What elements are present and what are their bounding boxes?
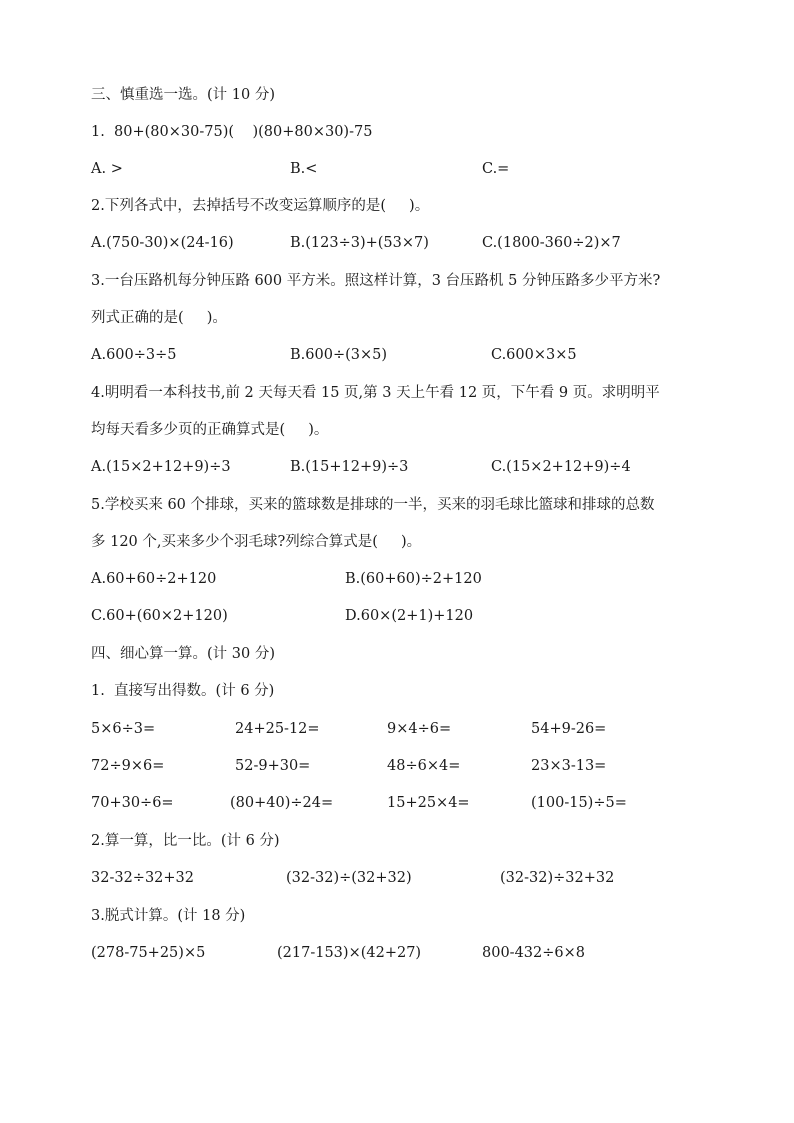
section-4-title: 四、细心算一算。(计 30 分): [91, 646, 275, 662]
q2-option-b: B.(123÷3)+(53×7): [290, 235, 429, 251]
compare-item: 32-32÷32+32: [91, 870, 195, 886]
q4-option-b: B.(15+12+9)÷3: [290, 459, 409, 475]
q1-option-a: A. >: [91, 161, 123, 177]
section-3-title: 三、慎重选一选。(计 10 分): [91, 87, 275, 103]
q5-option-a: A.60+60÷2+120: [91, 571, 217, 587]
q2-option-a: A.(750-30)×(24-16): [91, 235, 234, 251]
compare-item: (32-32)÷(32+32): [286, 870, 412, 886]
q5-option-b: B.(60+60)÷2+120: [345, 571, 482, 587]
q3-option-a: A.600÷3÷5: [91, 347, 177, 363]
question-4-line-2: 均每天看多少页的正确算式是( )。: [91, 422, 329, 438]
mental-math-item: 70+30÷6=: [91, 795, 174, 811]
mental-math-item: (80+40)÷24=: [230, 795, 334, 811]
q1-option-b: B.<: [290, 161, 318, 177]
step-calc-item: (217-153)×(42+27): [277, 945, 422, 961]
question-1: 1. 80+(80×30-75)( )(80+80×30)-75: [91, 124, 373, 140]
q4-option-a: A.(15×2+12+9)÷3: [91, 459, 231, 475]
mental-math-item: 24+25-12=: [235, 721, 320, 737]
mental-math-item: 5×6÷3=: [91, 721, 156, 737]
question-3-line-1: 3.一台压路机每分钟压路 600 平方米。照这样计算，3 台压路机 5 分钟压路多少平方米?: [91, 273, 661, 289]
q3-option-c: C.600×3×5: [491, 347, 577, 363]
step-calc-item: (278-75+25)×5: [91, 945, 206, 961]
q5-option-d: D.60×(2+1)+120: [345, 608, 474, 624]
part-3-title: 3.脱式计算。(计 18 分): [91, 908, 246, 924]
mental-math-item: 72÷9×6=: [91, 758, 165, 774]
q1-option-c: C.=: [482, 161, 510, 177]
part-2-title: 2.算一算，比一比。(计 6 分): [91, 833, 280, 849]
q3-option-b: B.600÷(3×5): [290, 347, 388, 363]
step-calc-item: 800-432÷6×8: [482, 945, 586, 961]
compare-item: (32-32)÷32+32: [500, 870, 615, 886]
question-3-line-2: 列式正确的是( )。: [91, 310, 227, 326]
q2-option-c: C.(1800-360÷2)×7: [482, 235, 621, 251]
q4-option-c: C.(15×2+12+9)÷4: [491, 459, 631, 475]
mental-math-item: 23×3-13=: [531, 758, 607, 774]
mental-math-item: 48÷6×4=: [387, 758, 461, 774]
mental-math-item: 9×4÷6=: [387, 721, 452, 737]
q5-option-c: C.60+(60×2+120): [91, 608, 228, 624]
mental-math-item: (100-15)÷5=: [531, 795, 627, 811]
mental-math-item: 54+9-26=: [531, 721, 607, 737]
mental-math-item: 52-9+30=: [235, 758, 311, 774]
question-5-line-2: 多 120 个,买来多少个羽毛球?列综合算式是( )。: [91, 534, 422, 550]
mental-math-item: 15+25×4=: [387, 795, 470, 811]
part-1-title: 1. 直接写出得数。(计 6 分): [91, 683, 275, 699]
question-4-line-1: 4.明明看一本科技书,前 2 天每天看 15 页,第 3 天上午看 12 页，下午看 9 页。求明明平: [91, 385, 660, 401]
question-5-line-1: 5.学校买来 60 个排球，买来的篮球数是排球的一半，买来的羽毛球比篮球和排球的总数: [91, 497, 655, 513]
question-2: 2.下列各式中，去掉括号不改变运算顺序的是( )。: [91, 198, 430, 214]
